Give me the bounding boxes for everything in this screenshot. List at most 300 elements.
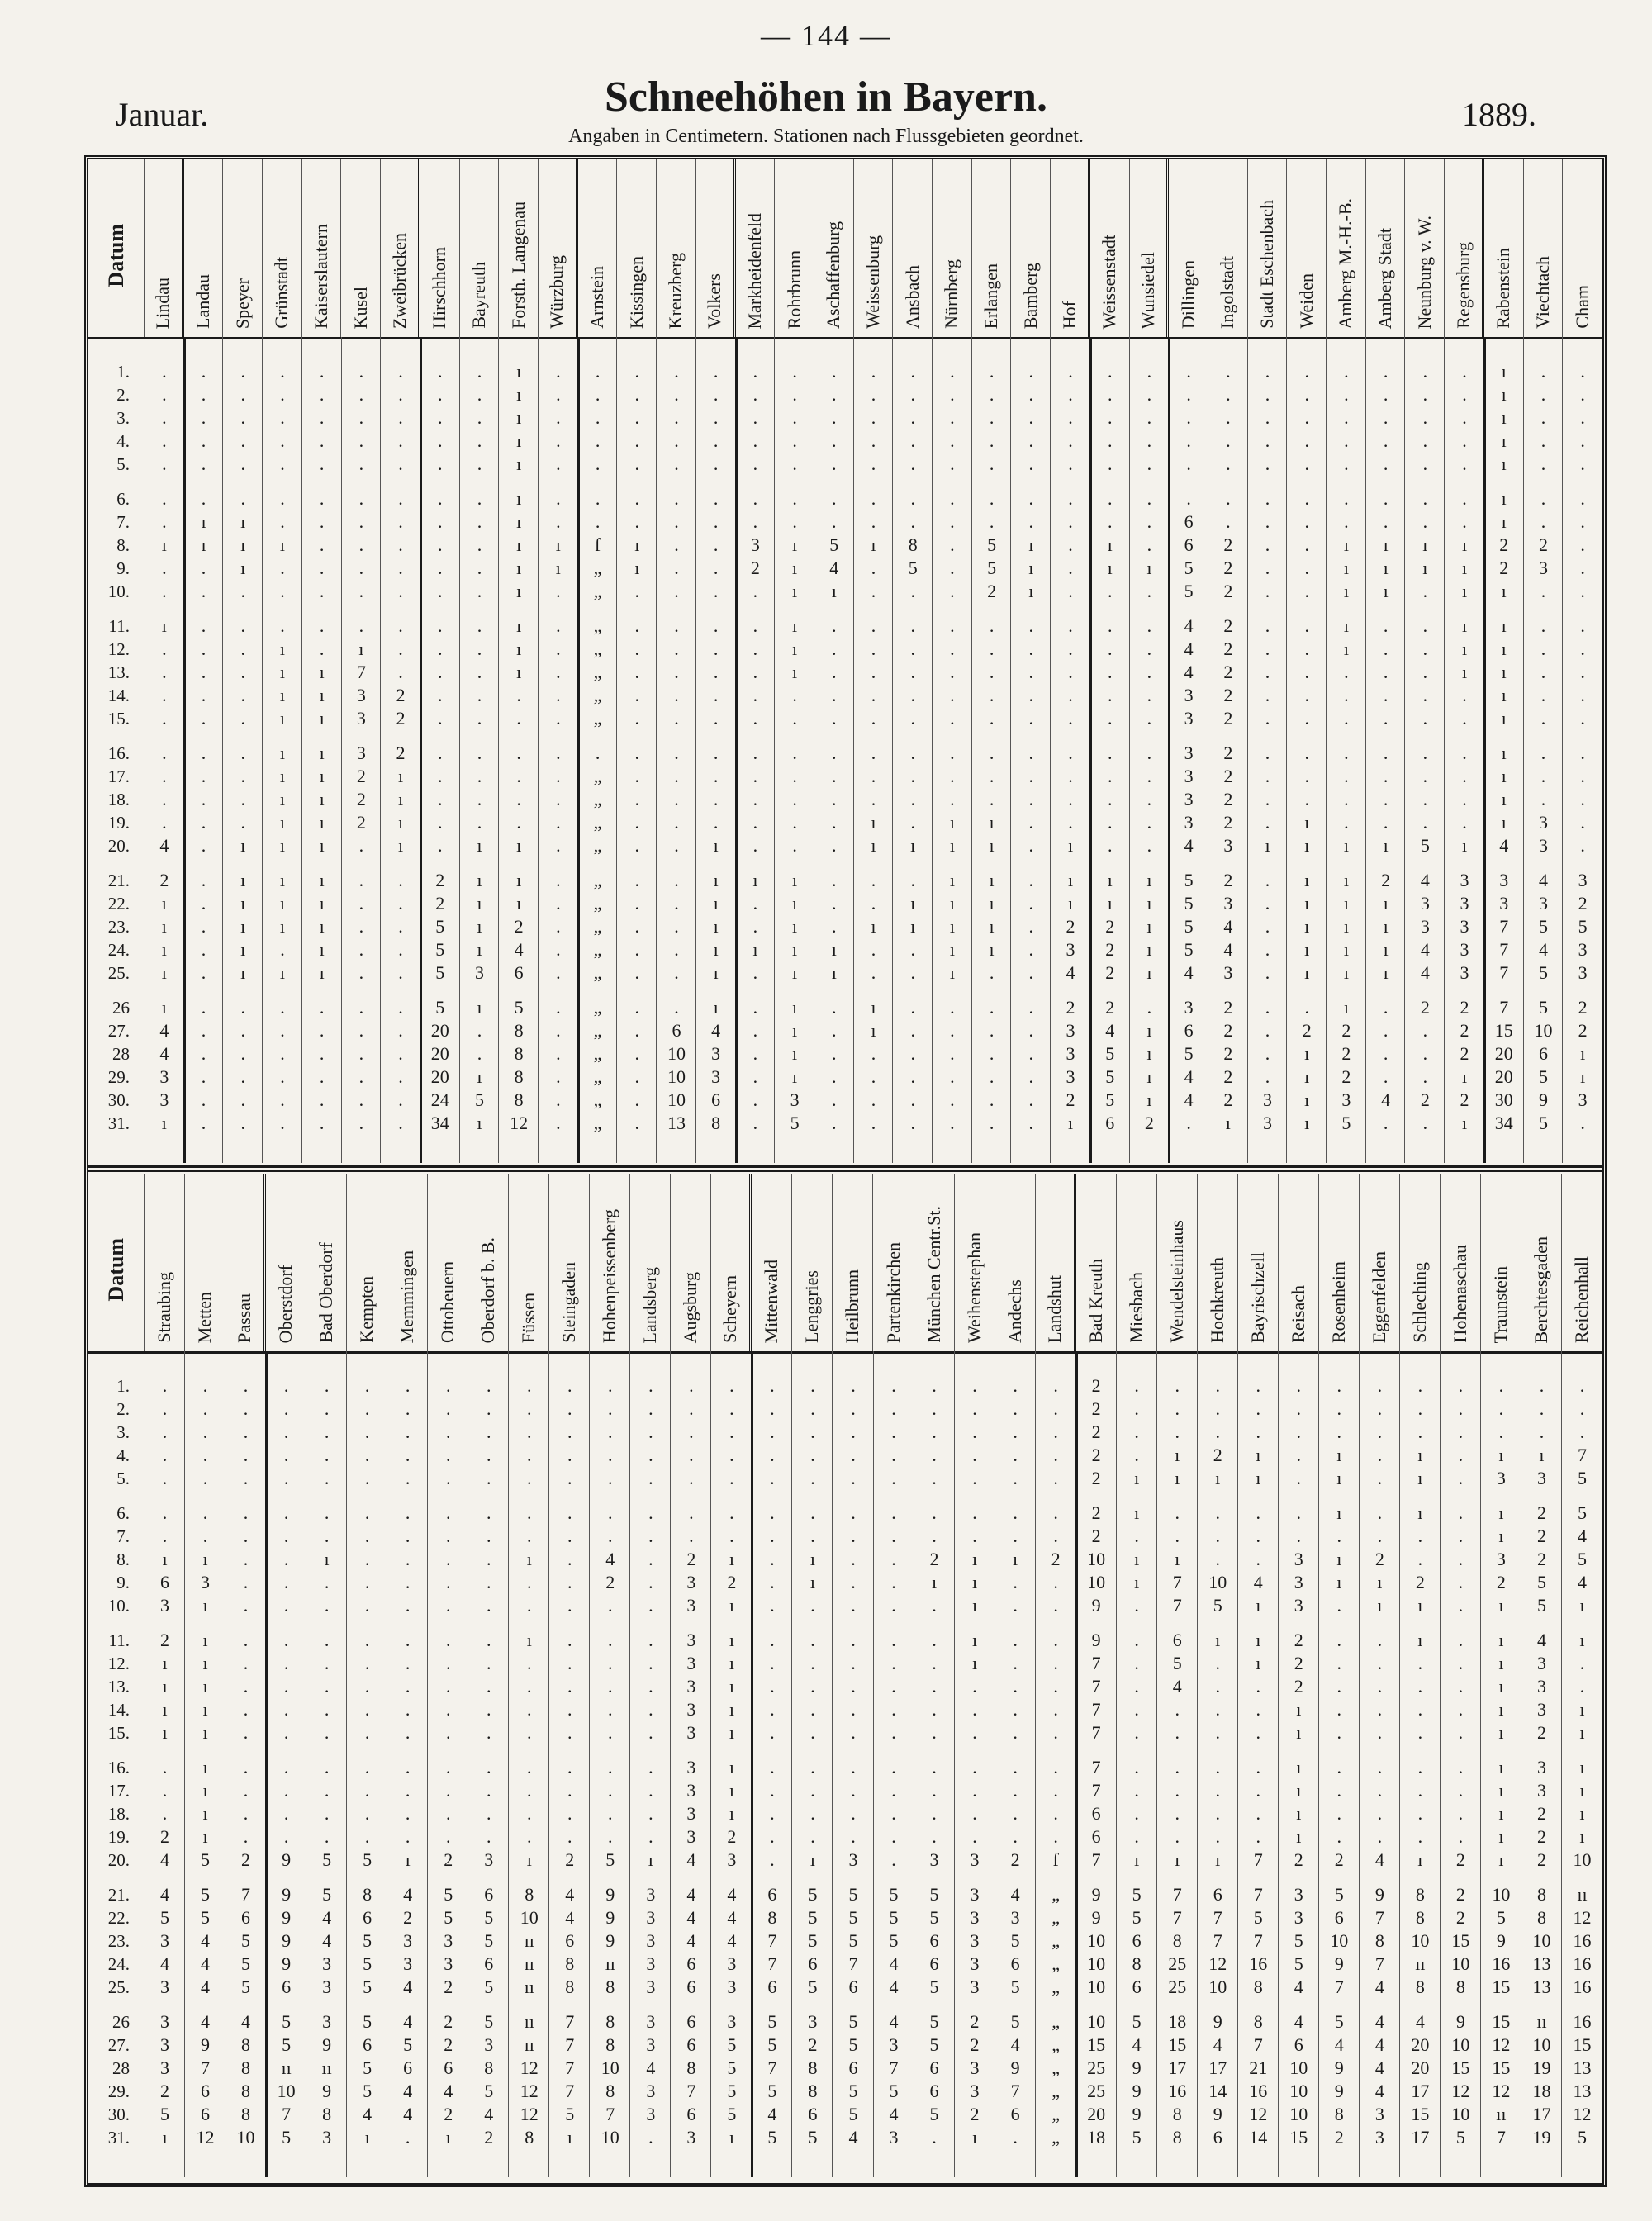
- value-cell: ı: [516, 407, 522, 428]
- value-cell: .: [634, 939, 640, 960]
- value-cell: .: [770, 1549, 775, 1569]
- value-cell: ı: [1107, 558, 1113, 578]
- value-cell: 9: [282, 1930, 292, 1951]
- value-cell: 9: [605, 1884, 615, 1905]
- value-cell: .: [950, 407, 955, 428]
- value-cell: ı: [1501, 384, 1507, 405]
- value-cell: ıı: [524, 1953, 534, 1974]
- value-cell: 5: [767, 2081, 777, 2101]
- value-cell: .: [1540, 685, 1546, 705]
- value-cell: .: [1458, 1468, 1464, 1488]
- value-cell: 5: [929, 2011, 939, 2032]
- value-cell: .: [1422, 430, 1428, 451]
- value-cell: .: [556, 962, 561, 983]
- value-cell: 3: [444, 1953, 453, 1974]
- value-cell: .: [713, 812, 719, 833]
- value-cell: .: [1580, 789, 1585, 809]
- value-cell: ıı: [321, 2057, 332, 2078]
- value-cell: 3: [1499, 893, 1509, 914]
- value-cell: 2: [1415, 1572, 1425, 1592]
- station-header: [1441, 1174, 1481, 1351]
- value-cell: .: [556, 488, 561, 509]
- value-cell: ı: [1383, 558, 1389, 578]
- value-cell: .: [358, 511, 364, 532]
- station-name: Hirschhorn: [429, 247, 450, 329]
- value-cell: .: [1540, 662, 1546, 682]
- value-cell: .: [567, 1502, 572, 1523]
- station-header: [387, 1174, 428, 1351]
- value-cell: ı: [1498, 1676, 1504, 1697]
- station-header: [590, 1174, 630, 1351]
- value-cell: .: [283, 1699, 289, 1720]
- section-divider: [88, 1165, 1602, 1172]
- value-cell: .: [364, 1826, 370, 1847]
- value-cell: ı: [713, 893, 719, 914]
- value-cell: .: [243, 1375, 249, 1396]
- value-cell: .: [1028, 1020, 1034, 1041]
- value-cell: .: [405, 1572, 411, 1592]
- value-cell: .: [398, 939, 403, 960]
- value-cell: 4: [1374, 2057, 1384, 2078]
- value-cell: .: [364, 1398, 370, 1419]
- value-cell: 5: [929, 2104, 939, 2124]
- value-cell: .: [240, 789, 245, 809]
- value-cell: „: [593, 662, 602, 682]
- value-cell: .: [792, 361, 797, 382]
- value-cell: .: [1422, 743, 1428, 763]
- value-cell: .: [950, 1113, 955, 1133]
- value-cell: 9: [1213, 2104, 1222, 2124]
- value-cell: .: [689, 1445, 694, 1465]
- value-cell: 5: [727, 2034, 737, 2055]
- value-cell: 5: [808, 2127, 818, 2147]
- table-row: [88, 684, 1602, 707]
- value-cell: ı: [1343, 615, 1349, 636]
- value-cell: .: [752, 835, 758, 856]
- station-header: [893, 159, 933, 337]
- value-cell: ı: [526, 1849, 532, 1870]
- value-cell: .: [1462, 743, 1467, 763]
- value-cell: .: [871, 939, 876, 960]
- value-cell: .: [1265, 384, 1270, 405]
- value-cell: .: [1068, 812, 1073, 833]
- date-cell: 15.: [107, 709, 130, 728]
- value-cell: 4: [1184, 662, 1194, 682]
- value-cell: ı: [971, 1630, 978, 1650]
- table-row: [88, 915, 1602, 938]
- value-cell: 2: [1213, 1445, 1222, 1465]
- value-cell: ı: [358, 638, 364, 659]
- value-cell: .: [364, 1502, 370, 1523]
- value-cell: .: [910, 1020, 915, 1041]
- value-cell: .: [1146, 789, 1152, 809]
- station-name: Amberg M.-H.-B.: [1335, 197, 1356, 329]
- value-cell: .: [556, 893, 561, 914]
- value-cell: .: [1383, 407, 1389, 428]
- station-header: [347, 1174, 387, 1351]
- value-cell: ı: [279, 916, 285, 937]
- value-cell: .: [1265, 615, 1270, 636]
- value-cell: ı: [1377, 1572, 1383, 1592]
- station-header: [1238, 1174, 1279, 1351]
- station-name: Erlangen: [980, 263, 1002, 329]
- value-cell: .: [358, 997, 364, 1018]
- value-cell: 4: [403, 2104, 413, 2124]
- value-cell: 25: [1087, 2081, 1106, 2101]
- value-cell: .: [398, 581, 403, 601]
- value-cell: .: [1028, 685, 1034, 705]
- value-cell: .: [1028, 893, 1034, 914]
- date-cell: 18.: [107, 790, 130, 809]
- value-cell: .: [240, 430, 245, 451]
- value-cell: .: [792, 453, 797, 474]
- value-cell: ı: [1134, 1549, 1140, 1569]
- value-cell: .: [1265, 662, 1270, 682]
- value-cell: ı: [809, 1549, 815, 1569]
- value-cell: 8: [1374, 1930, 1384, 1951]
- value-cell: ı: [989, 939, 995, 960]
- value-cell: .: [648, 1445, 653, 1465]
- value-cell: .: [871, 581, 876, 601]
- value-cell: 18: [1087, 2127, 1106, 2147]
- value-cell: .: [972, 1699, 977, 1720]
- value-cell: .: [752, 1113, 758, 1133]
- value-cell: .: [324, 1780, 330, 1801]
- value-cell: .: [910, 615, 915, 636]
- value-cell: ı: [910, 893, 916, 914]
- value-cell: ı: [1501, 638, 1507, 659]
- value-cell: ı: [792, 615, 798, 636]
- table-row: [88, 1444, 1602, 1467]
- value-cell: .: [445, 1421, 451, 1442]
- value-cell: 2: [1223, 1020, 1233, 1041]
- value-cell: .: [932, 1676, 937, 1697]
- value-cell: ı: [162, 2127, 168, 2147]
- value-cell: .: [1265, 1043, 1270, 1064]
- value-cell: .: [1540, 789, 1546, 809]
- value-cell: 2: [160, 1826, 169, 1847]
- value-cell: .: [1580, 430, 1585, 451]
- value-cell: 8: [565, 1977, 575, 1997]
- value-cell: 19: [1532, 2057, 1551, 2078]
- value-cell: .: [1336, 1780, 1342, 1801]
- table-row: [88, 661, 1602, 684]
- value-cell: .: [1580, 615, 1585, 636]
- value-cell: 2: [435, 870, 445, 890]
- value-cell: .: [832, 997, 837, 1018]
- value-cell: 4: [1184, 835, 1194, 856]
- value-cell: 6: [767, 1884, 777, 1905]
- value-cell: .: [1107, 789, 1113, 809]
- value-cell: .: [556, 407, 561, 428]
- value-cell: ı: [1501, 511, 1507, 532]
- value-cell: f: [594, 534, 601, 555]
- value-cell: 3: [322, 2011, 332, 2032]
- station-name: Eggenfelden: [1368, 1250, 1389, 1343]
- value-cell: .: [1134, 1780, 1139, 1801]
- value-cell: .: [567, 1780, 572, 1801]
- value-cell: 16: [1573, 1953, 1592, 1974]
- value-cell: 5: [444, 1907, 453, 1928]
- value-cell: .: [556, 1043, 561, 1064]
- value-cell: ı: [1501, 789, 1507, 809]
- value-cell: 7: [565, 2011, 575, 2032]
- date-cell: 20.: [107, 836, 130, 856]
- value-cell: .: [1417, 1780, 1423, 1801]
- station-name: Metten: [194, 1291, 216, 1343]
- value-cell: .: [1458, 1375, 1464, 1396]
- value-cell: 10: [601, 2057, 620, 2078]
- value-cell: .: [527, 1699, 532, 1720]
- value-cell: .: [1186, 488, 1191, 509]
- value-cell: 5: [241, 1930, 251, 1951]
- value-cell: 3: [1578, 1089, 1588, 1110]
- value-cell: 4: [322, 1907, 332, 1928]
- value-cell: .: [608, 1826, 613, 1847]
- value-cell: 4: [1184, 1066, 1194, 1087]
- value-cell: .: [1265, 893, 1270, 914]
- value-cell: .: [1336, 1653, 1342, 1673]
- date-cell: 4.: [116, 431, 130, 451]
- value-cell: .: [1028, 638, 1034, 659]
- value-cell: ı: [1383, 534, 1389, 555]
- value-cell: .: [477, 1043, 482, 1064]
- value-cell: 7: [1091, 1676, 1101, 1697]
- value-cell: .: [1028, 962, 1034, 983]
- date-cell: 24.: [107, 940, 130, 960]
- value-cell: .: [950, 638, 955, 659]
- value-cell: .: [1053, 1526, 1058, 1546]
- value-cell: 5: [484, 1907, 494, 1928]
- value-cell: ı: [871, 1020, 876, 1041]
- value-cell: .: [891, 1780, 896, 1801]
- value-cell: .: [201, 1113, 206, 1133]
- value-cell: 3: [686, 1699, 696, 1720]
- value-cell: .: [1186, 407, 1191, 428]
- value-cell: ı: [1579, 1722, 1585, 1743]
- value-cell: 5: [1184, 558, 1194, 578]
- value-cell: ı: [1146, 893, 1152, 914]
- value-cell: 3: [1499, 870, 1509, 890]
- value-cell: .: [477, 384, 482, 405]
- value-cell: ı: [871, 812, 876, 833]
- value-cell: .: [201, 708, 206, 728]
- value-cell: ı: [949, 962, 955, 983]
- value-cell: .: [770, 1699, 775, 1720]
- value-cell: 3: [1460, 939, 1469, 960]
- value-cell: 2: [444, 2034, 453, 2055]
- value-cell: .: [1580, 685, 1585, 705]
- value-cell: .: [832, 708, 837, 728]
- value-cell: .: [752, 916, 758, 937]
- value-cell: ı: [1343, 962, 1349, 983]
- value-cell: .: [527, 1572, 532, 1592]
- table-row: [88, 811, 1602, 834]
- value-cell: .: [989, 430, 995, 451]
- value-cell: .: [871, 685, 876, 705]
- value-cell: 5: [848, 1930, 858, 1951]
- value-cell: 9: [1132, 2081, 1142, 2101]
- value-cell: 2: [1091, 1526, 1101, 1546]
- value-cell: .: [567, 1445, 572, 1465]
- value-cell: 5: [484, 1930, 494, 1951]
- value-cell: 4: [201, 1930, 211, 1951]
- value-cell: 3: [686, 1572, 696, 1592]
- value-cell: .: [832, 766, 837, 786]
- value-cell: .: [398, 962, 403, 983]
- station-name: Steingaden: [558, 1262, 580, 1343]
- value-cell: „: [593, 1043, 602, 1064]
- value-cell: .: [1344, 766, 1349, 786]
- value-cell: .: [674, 361, 679, 382]
- value-cell: ı: [397, 835, 404, 856]
- station-header: [617, 159, 657, 337]
- value-cell: .: [1383, 766, 1389, 786]
- station-name: Bamberg: [1019, 262, 1041, 329]
- table-row: [88, 1953, 1602, 1976]
- station-name: Markheidenfeld: [743, 212, 765, 329]
- value-cell: 4: [159, 835, 169, 856]
- value-cell: .: [752, 384, 758, 405]
- value-cell: .: [438, 708, 443, 728]
- value-cell: .: [280, 615, 285, 636]
- value-cell: .: [608, 1722, 613, 1743]
- value-cell: .: [1540, 384, 1546, 405]
- table-row: [88, 2080, 1602, 2103]
- value-cell: ı: [405, 1849, 411, 1870]
- value-cell: .: [1344, 453, 1349, 474]
- value-cell: .: [398, 430, 403, 451]
- value-cell: .: [595, 453, 601, 474]
- station-header: [1319, 1174, 1360, 1351]
- value-cell: .: [1458, 1595, 1464, 1616]
- value-cell: .: [1053, 1572, 1058, 1592]
- value-cell: ı: [792, 534, 798, 555]
- value-cell: 2: [1578, 893, 1588, 914]
- value-cell: .: [1265, 534, 1270, 555]
- value-cell: .: [1107, 662, 1113, 682]
- station-header: [381, 159, 420, 337]
- value-cell: ı: [1304, 962, 1310, 983]
- value-cell: .: [405, 1549, 411, 1569]
- value-cell: ı: [279, 870, 285, 890]
- date-cell: 26: [112, 998, 130, 1018]
- value-cell: .: [832, 835, 837, 856]
- value-cell: .: [280, 558, 285, 578]
- value-cell: .: [608, 1421, 613, 1442]
- value-cell: 10: [1087, 1977, 1106, 1997]
- value-cell: .: [240, 638, 245, 659]
- date-cell: 7.: [116, 1526, 130, 1546]
- value-cell: 2: [1091, 1398, 1101, 1419]
- value-cell: ı: [1256, 1595, 1261, 1616]
- value-cell: .: [527, 1445, 532, 1465]
- value-cell: .: [810, 1375, 815, 1396]
- value-cell: .: [486, 1757, 491, 1777]
- station-name: Zweibrücken: [388, 232, 410, 329]
- value-cell: 4: [1010, 2034, 1020, 2055]
- value-cell: 2: [1223, 812, 1233, 833]
- value-cell: .: [1107, 615, 1113, 636]
- value-cell: ı: [1501, 407, 1507, 428]
- value-cell: .: [770, 1595, 775, 1616]
- value-cell: .: [567, 1572, 572, 1592]
- station-header: [671, 1174, 711, 1351]
- value-cell: .: [567, 1375, 572, 1396]
- value-cell: .: [1344, 708, 1349, 728]
- value-cell: .: [1458, 1502, 1464, 1523]
- value-cell: 2: [1294, 1653, 1303, 1673]
- value-cell: .: [1134, 1526, 1139, 1546]
- station-name: Oberdorf b. B.: [477, 1236, 499, 1343]
- date-cell: 27.: [107, 1021, 130, 1041]
- value-cell: ı: [1146, 1066, 1152, 1087]
- value-cell: ı: [1498, 1826, 1504, 1847]
- value-cell: .: [595, 743, 601, 763]
- value-cell: ı: [949, 870, 955, 890]
- value-cell: 2: [1066, 916, 1075, 937]
- value-cell: ı: [202, 1699, 208, 1720]
- value-cell: .: [477, 789, 482, 809]
- value-cell: .: [358, 558, 364, 578]
- value-cell: .: [674, 430, 679, 451]
- value-cell: 2: [1223, 581, 1233, 601]
- value-cell: 3: [970, 1907, 980, 1928]
- value-cell: .: [1383, 1020, 1389, 1041]
- value-cell: .: [648, 1595, 653, 1616]
- value-cell: 5: [435, 962, 445, 983]
- station-name: Landsberg: [639, 1266, 661, 1343]
- value-cell: .: [1215, 1421, 1220, 1442]
- value-cell: „: [593, 1020, 602, 1041]
- value-cell: ı: [1343, 638, 1349, 659]
- value-cell: ı: [792, 558, 798, 578]
- value-cell: 3: [970, 1849, 980, 1870]
- value-cell: 10: [667, 1089, 686, 1110]
- value-cell: .: [364, 1572, 370, 1592]
- table-row: [88, 1721, 1602, 1744]
- value-cell: ı: [279, 766, 285, 786]
- value-cell: .: [364, 1421, 370, 1442]
- value-cell: ı: [989, 812, 995, 833]
- value-cell: ı: [1417, 1468, 1423, 1488]
- value-cell: 2: [1460, 997, 1469, 1018]
- value-cell: ı: [477, 893, 482, 914]
- table-row: [88, 765, 1602, 788]
- value-cell: .: [950, 1020, 955, 1041]
- value-cell: .: [1053, 1676, 1058, 1697]
- value-cell: .: [445, 1549, 451, 1569]
- value-cell: .: [1107, 638, 1113, 659]
- value-cell: ı: [949, 916, 955, 937]
- value-cell: .: [243, 1398, 249, 1419]
- value-cell: .: [438, 534, 443, 555]
- value-cell: 10: [1289, 2104, 1308, 2124]
- value-cell: .: [1068, 708, 1073, 728]
- table-row: [88, 1779, 1602, 1802]
- value-cell: .: [648, 1526, 653, 1546]
- value-cell: .: [162, 766, 167, 786]
- value-cell: .: [1226, 430, 1231, 451]
- value-cell: 8: [605, 2034, 615, 2055]
- value-cell: .: [398, 488, 403, 509]
- value-cell: ı: [162, 1653, 168, 1673]
- table-row: [88, 1698, 1602, 1721]
- value-cell: .: [770, 1526, 775, 1546]
- value-cell: .: [1175, 1826, 1180, 1847]
- value-cell: .: [810, 1526, 815, 1546]
- value-cell: .: [792, 743, 797, 763]
